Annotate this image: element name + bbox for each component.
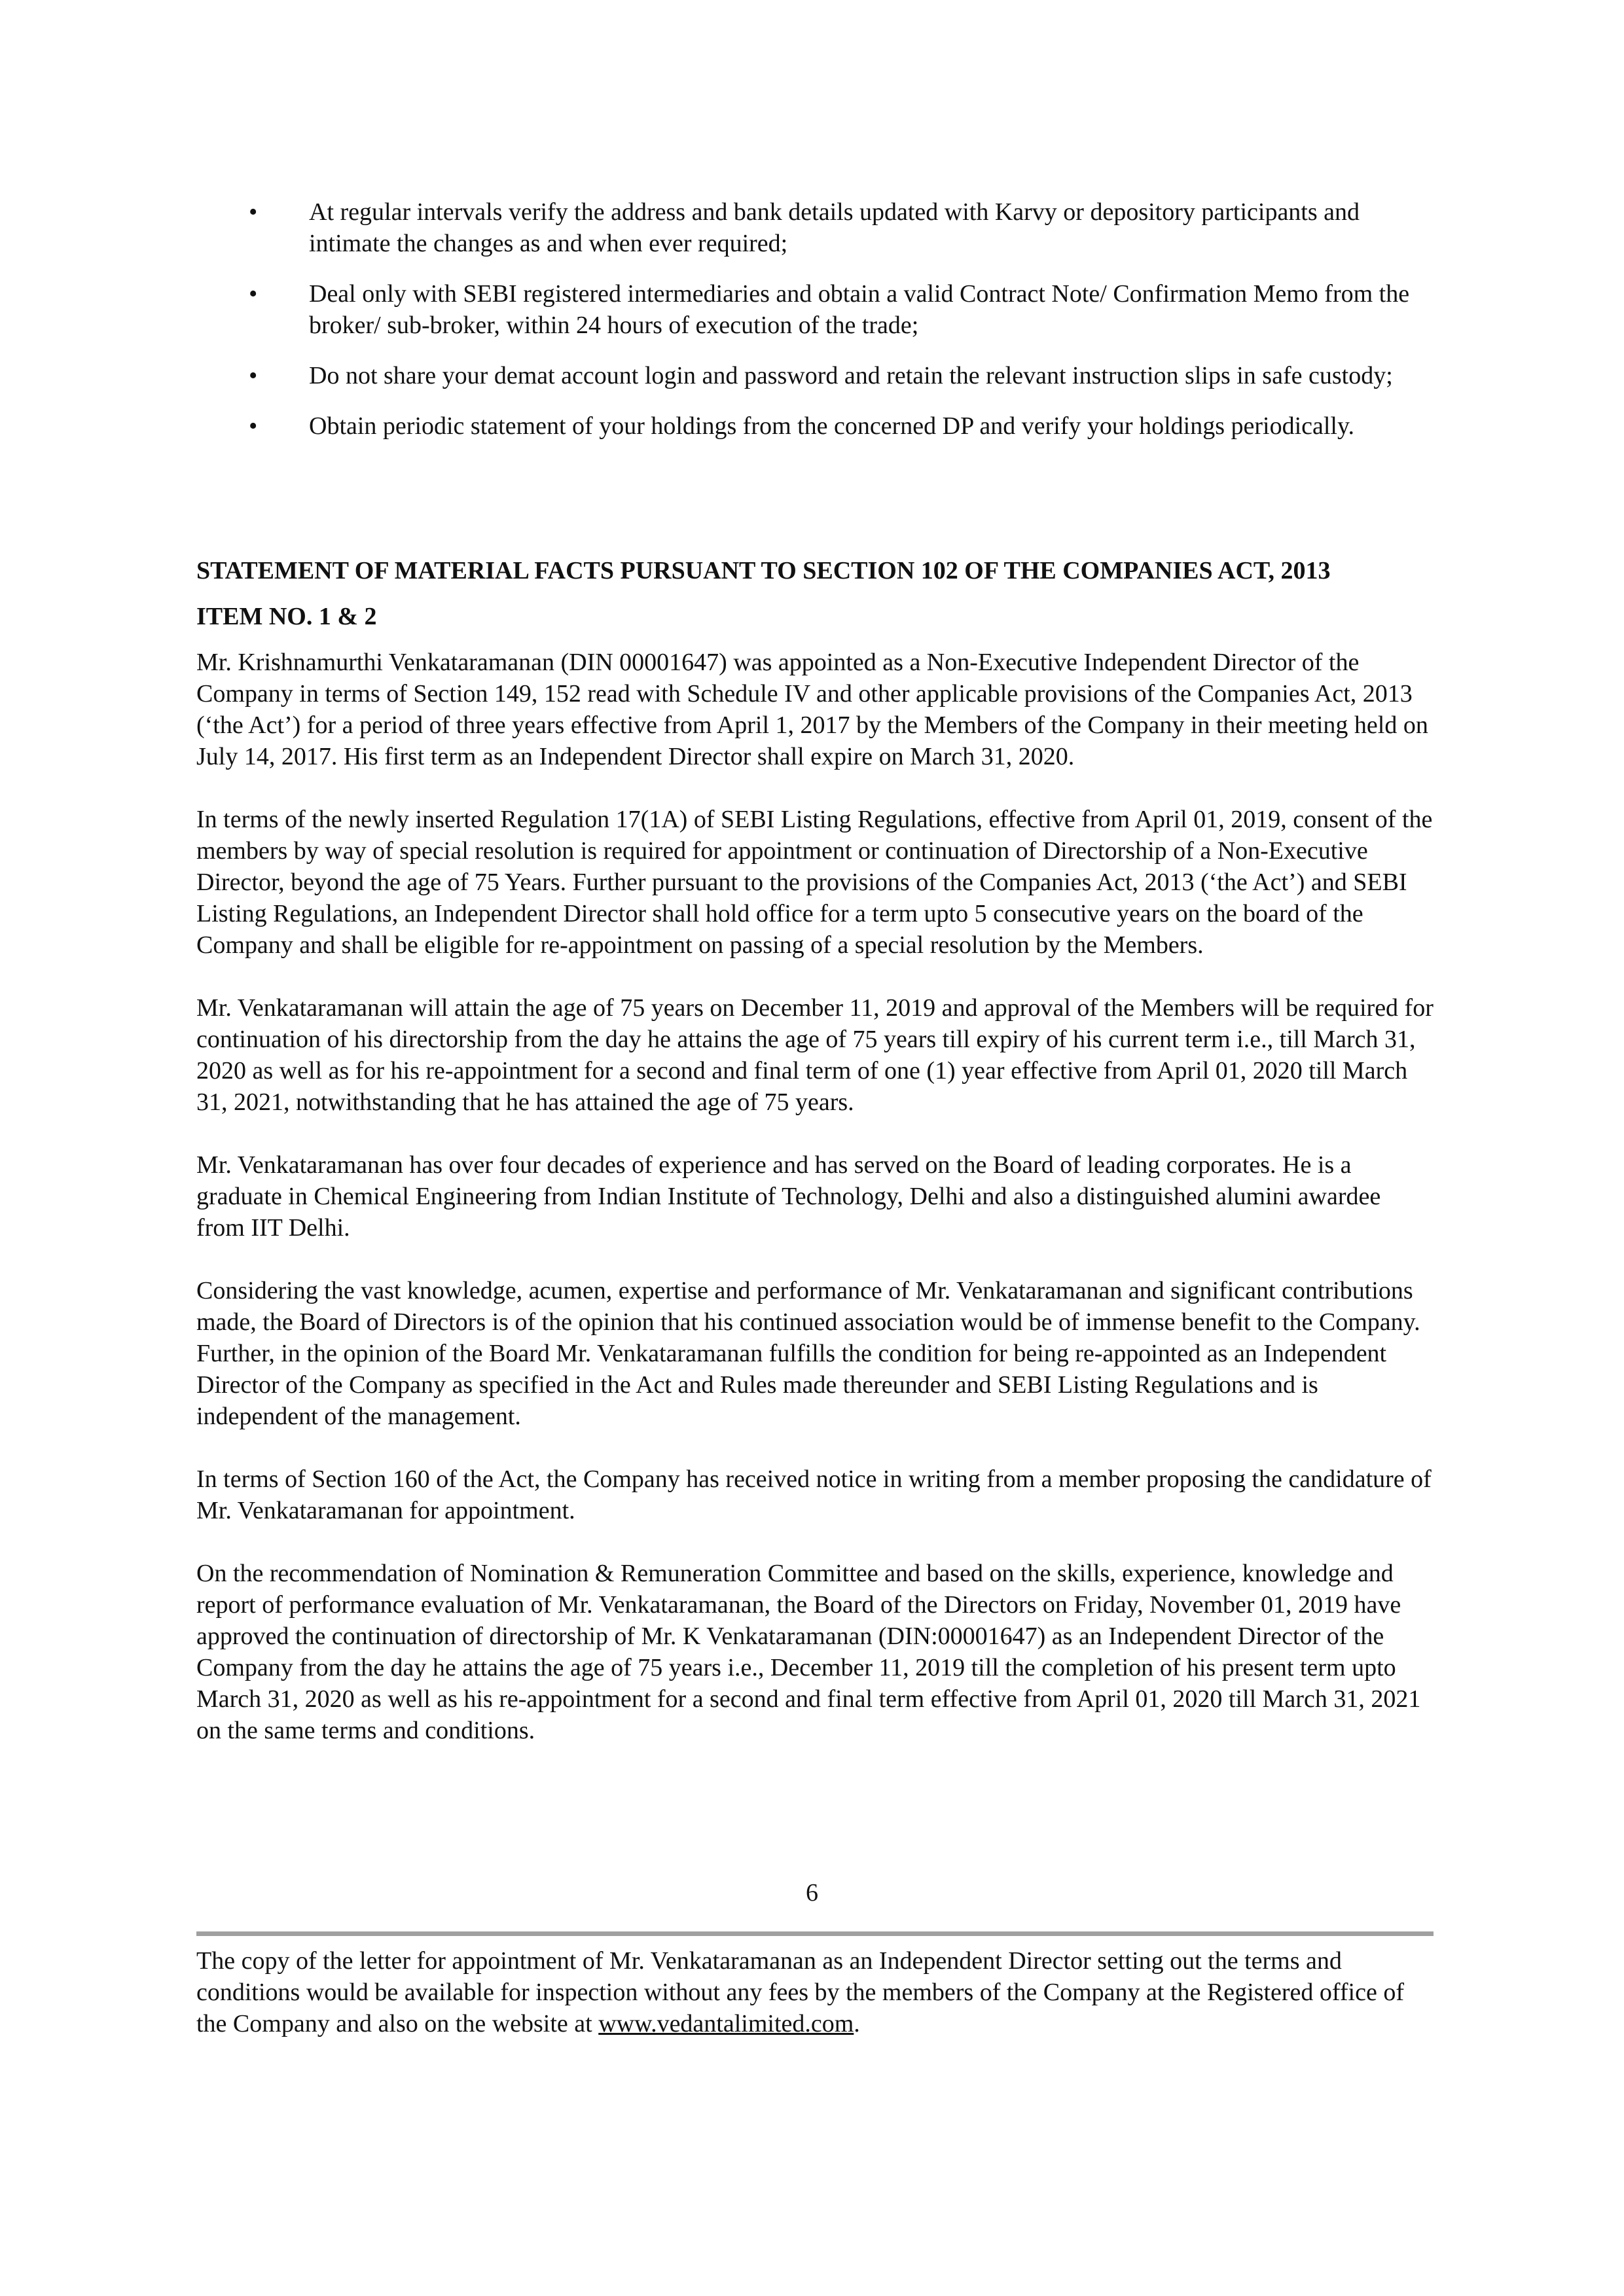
footer-note bbox=[196, 1945, 1434, 2039]
paragraph: In terms of the newly inserted Regulation 17(1A) of SEBI Listing Regulations, effective from April 01, 2019, consent of the members by way of special resolution is required for appointment or continuation of Directorship of a Non-Executive Director, beyond the age of 75 Years. Further pursuant to the provisions of the Companies Act, 2013 (‘the Act’) and SEBI Listing Regulations, an Independent Director shall hold office for a term upto 5 consecutive years on the board of the Company and shall be eligible for re-appointment on passing of a special resolution by the Members. bbox=[196, 806, 1433, 959]
list-item-text: Obtain periodic statement of your holdings from the concerned DP and verify your holdings periodically. bbox=[309, 412, 1355, 440]
paragraph: Mr. Krishnamurthi Venkataramanan (DIN 00001647) was appointed as a Non-Executive Independent Director of the Company in terms of Section 149, 152 read with Schedule IV and other applicable provisions of the Companies Act, 2013 (‘the Act’) for a period of three years effective from April 1, 2017 by the Members of the Company in their meeting held on July 14, 2017. His first term as an Independent Director shall expire on March 31, 2020. bbox=[196, 649, 1428, 770]
list-item bbox=[196, 278, 1434, 341]
bullet-marker: • bbox=[249, 198, 258, 226]
paragraph: Mr. Venkataramanan will attain the age of 75 years on December 11, 2019 and approval of the Members will be required for continuation of his directorship from the day he attains the age of 75 years till expiry of his current term i.e., till March 31, 2020 as well as for his re-appointment for a second and final term of one (1) year effective from April 01, 2020 till March 31, 2021, notwithstanding that he has attained the age of 75 years. bbox=[196, 994, 1434, 1116]
main-content bbox=[196, 555, 1434, 1778]
footer-text: The copy of the letter for appointment of Mr. Venkataramanan as an Independent Director setting out the terms and conditions would be available for inspection without any fees by the members of the Company at the Registered office of the Company and also on the website at bbox=[196, 1947, 1404, 2037]
divider bbox=[196, 1931, 1434, 1936]
paragraph: In terms of Section 160 of the Act, the Company has received notice in writing from a member proposing the candidature of Mr. Venkataramanan for appointment. bbox=[196, 1465, 1432, 1524]
item-title: ITEM NO. 1 & 2 bbox=[196, 603, 377, 630]
list-item-text: At regular intervals verify the address and bank details updated with Karvy or depository participants and intimate the changes as and when ever required; bbox=[309, 198, 1360, 257]
list-item bbox=[196, 410, 1434, 442]
footer-end: . bbox=[854, 2010, 860, 2037]
list-item bbox=[196, 360, 1434, 391]
paragraph: On the recommendation of Nomination & Remuneration Committee and based on the skills, experience, knowledge and report of performance evaluation of Mr. Venkataramanan, the Board of the Directors on Friday, November 01, 2019 have approved the continuation of directorship of Mr. K Venkataramanan (DIN:00001647) as an Independent Director of the Company from the day he attains the age of 75 years i.e., December 11, 2019 till the completion of his present term upto March 31, 2020 as well as his re-appointment for a second and final term effective from April 01, 2020 till March 31, 2021 on the same terms and conditions. bbox=[196, 1560, 1421, 1744]
website-link[interactable]: www.vedantalimited.com bbox=[598, 2010, 854, 2037]
bullet-marker: • bbox=[249, 412, 258, 440]
paragraph: Considering the vast knowledge, acumen, expertise and performance of Mr. Venkataramanan and significant contributions made, the Board of Directors is of the opinion that his continued association would be of immense benefit to the Company. Further, in the opinion of the Board Mr. Venkataramanan fulfills the condition for being re-appointed as an Independent Director of the Company as specified in the Act and Rules made thereunder and SEBI Listing Regulations and is independent of the management. bbox=[196, 1277, 1420, 1430]
bullet-list bbox=[196, 196, 1434, 461]
list-item-text: Deal only with SEBI registered intermediaries and obtain a valid Contract Note/ Confirmation Memo from the broker/ sub-broker, within 24 hours of execution of the trade; bbox=[309, 280, 1410, 339]
bullet-marker: • bbox=[249, 280, 258, 308]
page-number: 6 bbox=[806, 1879, 818, 1907]
list-item bbox=[196, 196, 1434, 259]
section-heading: STATEMENT OF MATERIAL FACTS PURSUANT TO SECTION 102 OF THE COMPANIES ACT, 2013 bbox=[196, 557, 1331, 584]
paragraph: Mr. Venkataramanan has over four decades of experience and has served on the Board of leading corporates. He is a graduate in Chemical Engineering from Indian Institute of Technology, Delhi and also a distinguished alumini awardee from IIT Delhi. bbox=[196, 1151, 1381, 1242]
bullet-marker: • bbox=[249, 362, 258, 389]
list-item-text: Do not share your demat account login and password and retain the relevant instruction slips in safe custody; bbox=[309, 362, 1393, 389]
